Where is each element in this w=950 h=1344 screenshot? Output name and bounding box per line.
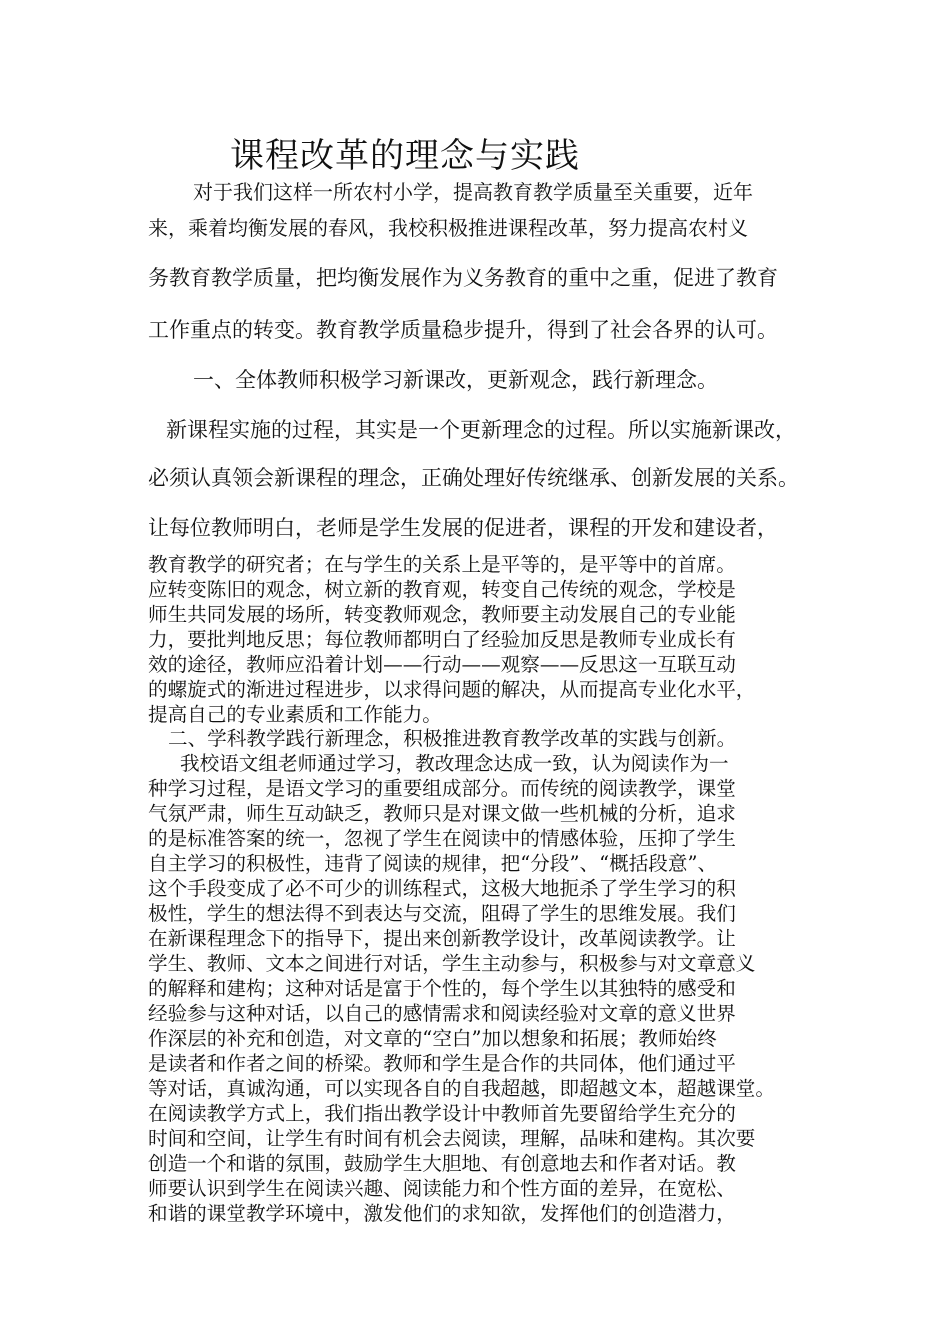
section1-line-2: 必须认真领会新课程的理念，正确处理好传统继承、创新发展的关系。 xyxy=(148,466,799,490)
section2-heading: 二、学科教学践行新理念，积极推进教育教学改革的实践与创新。 xyxy=(168,727,737,750)
section2-line-19: 和谐的课堂教学环境中，激发他们的求知欲，发挥他们的创造潜力， xyxy=(148,1202,736,1225)
section1-line-5: 应转变陈旧的观念，树立新的教育观，转变自己传统的观念，学校是 xyxy=(148,578,736,601)
section2-line-4: 的是标准答案的统一，忽视了学生在阅读中的情感体验，压抑了学生 xyxy=(148,827,736,850)
document-title: 课程改革的理念与实践 xyxy=(230,136,580,176)
section2-line-3: 气氛严肃，师生互动缺乏，教师只是对课文做一些机械的分析，追求 xyxy=(148,802,736,825)
section2-line-14: 等对话，真诚沟通，可以实现各自的自我超越，即超越文本，超越课堂。 xyxy=(148,1077,775,1100)
section2-line-12: 作深层的补充和创造，对文章的“空白”加以想象和拓展；教师始终 xyxy=(148,1027,717,1050)
section2-line-15: 在阅读教学方式上，我们指出教学设计中教师首先要留给学生充分的 xyxy=(148,1102,736,1125)
section1-line-9: 的螺旋式的渐进过程进步，以求得问题的解决，从而提高专业化水平， xyxy=(148,678,756,701)
section2-line-10: 的解释和建构；这种对话是富于个性的，每个学生以其独特的感受和 xyxy=(148,977,736,1000)
section1-line-7: 力，要批判地反思；每位教师都明白了经验加反思是教师专业成长有 xyxy=(148,628,736,651)
section2-line-9: 学生、教师、文本之间进行对话，学生主动参与，积极参与对文章意义 xyxy=(148,952,756,975)
section2-line-1: 我校语文组老师通过学习，教改理念达成一致，认为阅读作为一 xyxy=(180,752,729,775)
section1-line-4: 教育教学的研究者；在与学生的关系上是平等的，是平等中的首席。 xyxy=(148,553,736,576)
section1-line-8: 效的途径，教师应沿着计划——行动——观察——反思这一互联互动 xyxy=(148,653,736,676)
section1-heading: 一、全体教师积极学习新课改，更新观念，践行新理念。 xyxy=(193,368,718,392)
intro-line-2: 来，乘着均衡发展的春风，我校积极推进课程改革，努力提高农村义 xyxy=(148,216,748,240)
intro-line-4: 工作重点的转变。教育教学质量稳步提升，得到了社会各界的认可。 xyxy=(148,318,778,342)
intro-line-3: 务教育教学质量，把均衡发展作为义务教育的重中之重，促进了教育 xyxy=(148,266,778,290)
section1-line-6: 师生共同发展的场所，转变教师观念，教师要主动发展自己的专业能 xyxy=(148,603,736,626)
section1-line-1: 新课程实施的过程，其实是一个更新理念的过程。所以实施新课改， xyxy=(166,418,796,442)
section2-line-18: 师要认识到学生在阅读兴趣、阅读能力和个性方面的差异，在宽松、 xyxy=(148,1177,736,1200)
section2-line-17: 创造一个和谐的氛围，鼓励学生大胆地、有创意地去和作者对话。教 xyxy=(148,1152,736,1175)
section2-line-7: 极性，学生的想法得不到表达与交流，阻碍了学生的思维发展。我们 xyxy=(148,902,736,925)
section2-line-6: 这个手段变成了必不可少的训练程式，这极大地扼杀了学生学习的积 xyxy=(148,877,736,900)
section1-line-10: 提高自己的专业素质和工作能力。 xyxy=(148,703,442,726)
section2-line-16: 时间和空间，让学生有时间有机会去阅读，理解，品味和建构。其次要 xyxy=(148,1127,756,1150)
section2-line-5: 自主学习的积极性，违背了阅读的规律，把“分段”、“概括段意”、 xyxy=(148,852,718,875)
section2-line-8: 在新课程理念下的指导下，提出来创新教学设计，改革阅读教学。让 xyxy=(148,927,736,950)
section2-line-2: 种学习过程，是语文学习的重要组成部分。而传统的阅读教学，课堂 xyxy=(148,777,736,800)
section2-line-11: 经验参与这种对话，以自己的感情需求和阅读经验对文章的意义世界 xyxy=(148,1002,736,1025)
section2-line-13: 是读者和作者之间的桥梁。教师和学生是合作的共同体，他们通过平 xyxy=(148,1052,736,1075)
section1-line-3: 让每位教师明白，老师是学生发展的促进者，课程的开发和建设者， xyxy=(148,516,778,540)
intro-line-1: 对于我们这样一所农村小学，提高教育教学质量至关重要，近年 xyxy=(193,180,753,204)
